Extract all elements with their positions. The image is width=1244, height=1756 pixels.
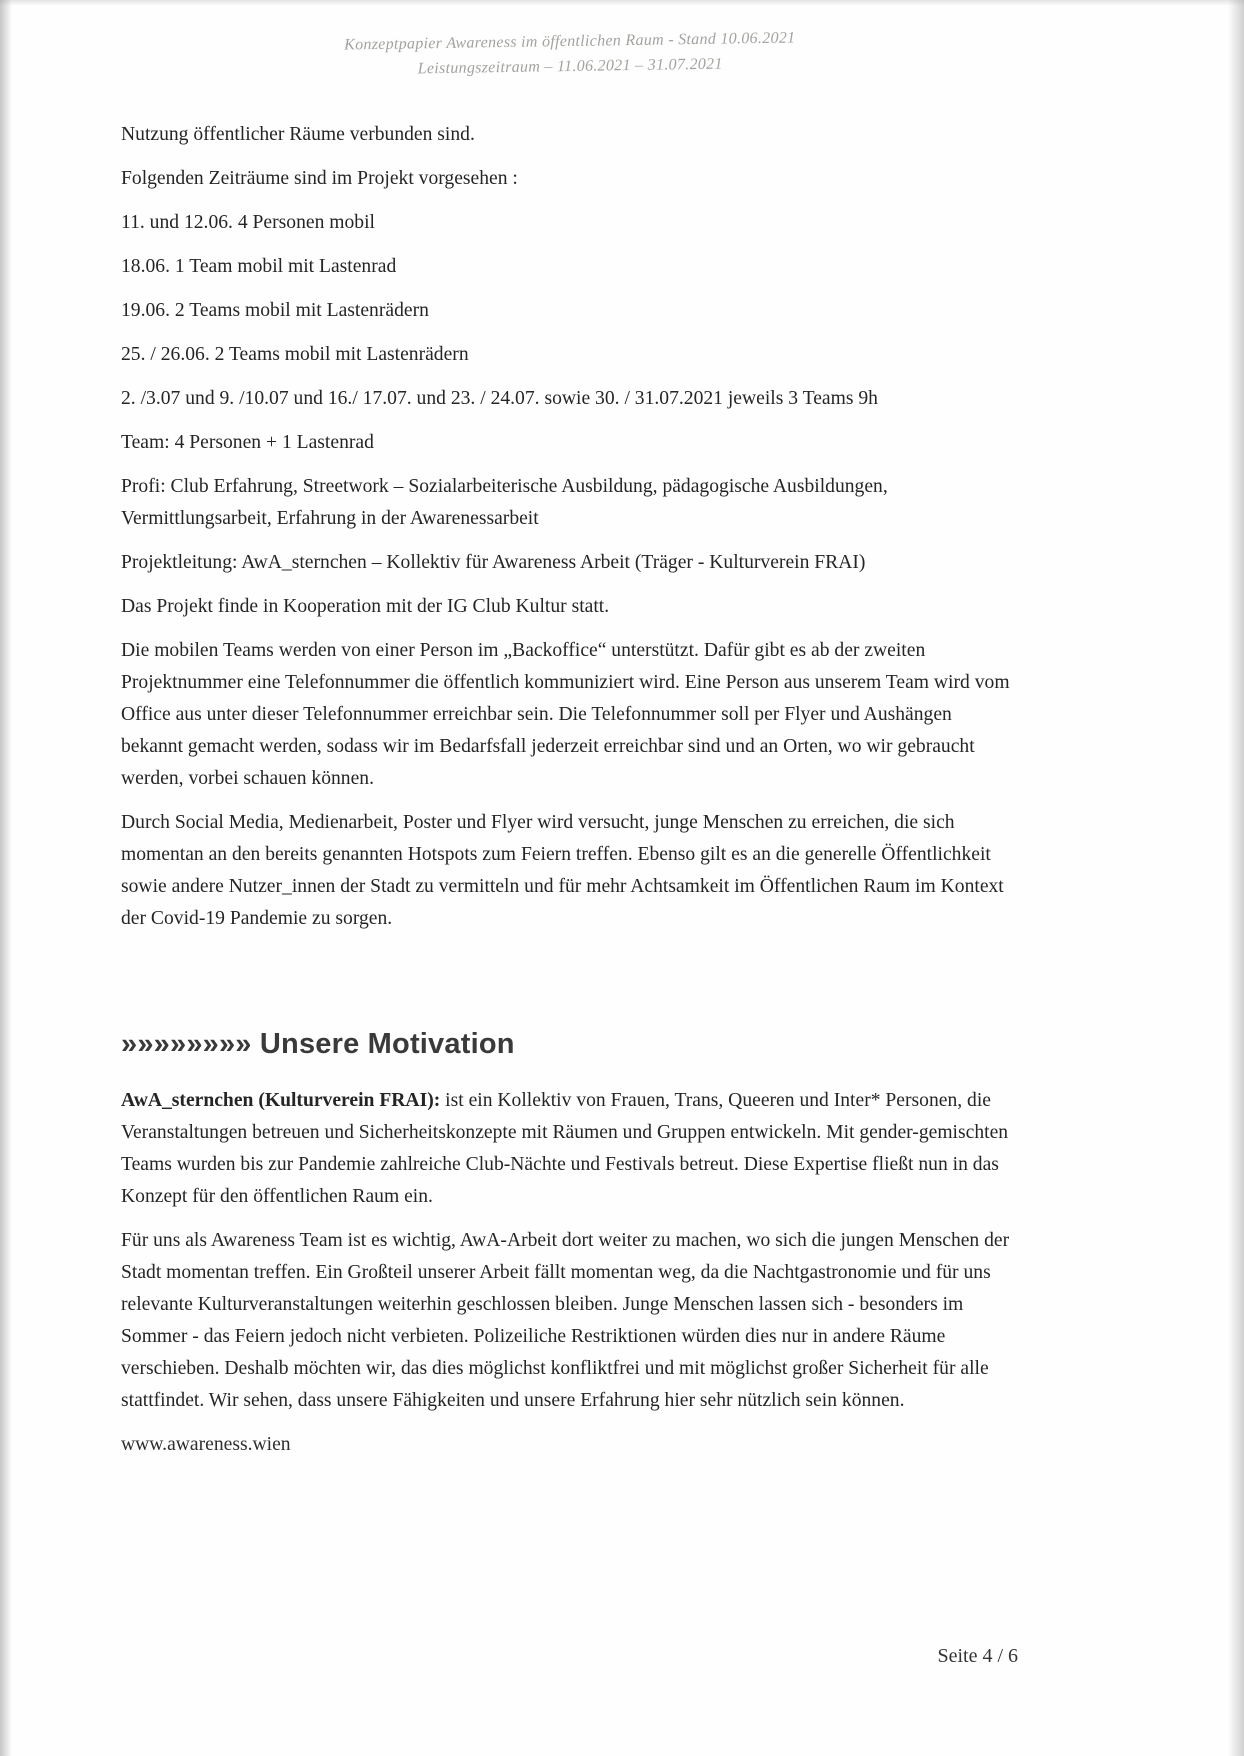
document-content — [121, 119, 1018, 1473]
schedule-item-5: 2. /3.07 und 9. /10.07 und 16./ 17.07. und 23. / 24.07. sowie 30. / 31.07.2021 jeweils 3 Teams 9h — [121, 388, 878, 409]
motivation-lead-bold: AwA_sternchen (Kulturverein FRAI): — [121, 1090, 441, 1111]
page-number: Seite 4 / 6 — [937, 1645, 1018, 1667]
website-url: www.awareness.wien — [121, 1434, 291, 1455]
section-heading-motivation: »»»»»»»» Unsere Motivation — [121, 1028, 515, 1060]
schedule-item-4: 25. / 26.06. 2 Teams mobil mit Lastenrädern — [121, 344, 469, 365]
schedule-item-1: 11. und 12.06. 4 Personen mobil — [121, 212, 375, 233]
scan-edge-right — [1228, 0, 1244, 1756]
paragraph-motivation-2: Für uns als Awareness Team ist es wichtig, AwA-Arbeit dort weiter zu machen, wo sich die jungen Menschen der Stadt momentan treffen. Ein Großteil unserer Arbeit fällt momentan weg, da die Nachtgastronomie und für uns relevante Kulturveranstaltungen weiterhin geschlossen bleiben. Junge Menschen lassen sich - besonders im Sommer - das Feiern jedoch nicht verbieten. Polizeiliche Restriktionen würden dies nur in andere Räume verschieben. Deshalb möchten wir, das dies möglichst konfliktfrei und mit möglichst großer Sicherheit für alle stattfindet. Wir sehen, dass unsere Fähigkeiten und unsere Erfahrung hier sehr nützlich sein können. — [121, 1230, 1010, 1411]
scan-edge-left — [0, 0, 12, 1756]
scan-edge-top — [0, 0, 1244, 6]
paragraph-intro: Nutzung öffentlicher Räume verbunden sind. — [121, 124, 475, 145]
scan-header — [120, 23, 1021, 87]
paragraph-zeitraeume: Folgenden Zeiträume sind im Projekt vorgesehen : — [121, 168, 518, 189]
schedule-item-2: 18.06. 1 Team mobil mit Lastenrad — [121, 256, 397, 277]
paragraph-profi: Profi: Club Erfahrung, Streetwork – Sozialarbeiterische Ausbildung, pädagogische Ausbildungen, Vermittlungsarbeit, Erfahrung in der Awarenessarbeit — [121, 476, 888, 529]
paragraph-social-media: Durch Social Media, Medienarbeit, Poster und Flyer wird versucht, junge Menschen zu erreichen, die sich momentan an den bereits genannten Hotspots zum Feiern treffen. Ebenso gilt es an die generelle Öffentlichkeit sowie andere Nutzer_innen der Stadt zu vermitteln und für mehr Achtsamkeit im Öffentlichen Raum im Kontext der Covid-19 Pandemie zu sorgen. — [121, 812, 1004, 929]
motivation-lead-rest: ist ein Kollektiv von Frauen, Trans, Queeren und Inter* Personen, die Veranstaltungen betreuen und Sicherheitskonzepte mit Räumen und Gruppen entwickeln. Mit gender-gemischten Teams wurden bis zur Pandemie zahlreiche Club-Nächte und Festivals betreut. Diese Expertise fließt nun in das Konzept für den öffentlichen Raum ein. — [121, 1090, 1009, 1207]
schedule-item-3: 19.06. 2 Teams mobil mit Lastenrädern — [121, 300, 429, 321]
paragraph-motivation-1 — [121, 1085, 1018, 1213]
header-line-1: Konzeptpapier Awareness im öffentlichen Raum - Stand 10.06.2021 — [344, 29, 796, 54]
paragraph-backoffice: Die mobilen Teams werden von einer Person im „Backoffice“ unterstützt. Dafür gibt es ab der zweiten Projektnummer eine Telefonnummer die öffentlich kommuniziert wird. Eine Person aus unserem Team wird vom Office aus unter dieser Telefonnummer erreichbar sein. Die Telefonnummer soll per Flyer und Aushängen bekannt gemacht werden, sodass wir im Bedarfsfall jederzeit erreichbar sind und an Orten, wo wir gebraucht werden, vorbei schauen können. — [121, 640, 1010, 789]
schedule-item-6: Team: 4 Personen + 1 Lastenrad — [121, 432, 374, 453]
paragraph-kooperation: Das Projekt finde in Kooperation mit der IG Club Kultur statt. — [121, 596, 610, 617]
header-line-2: Leistungszeitraum – 11.06.2021 – 31.07.2021 — [417, 55, 723, 78]
paragraph-projektleitung: Projektleitung: AwA_sternchen – Kollektiv für Awareness Arbeit (Träger - Kulturverein FRAI) — [121, 552, 866, 573]
